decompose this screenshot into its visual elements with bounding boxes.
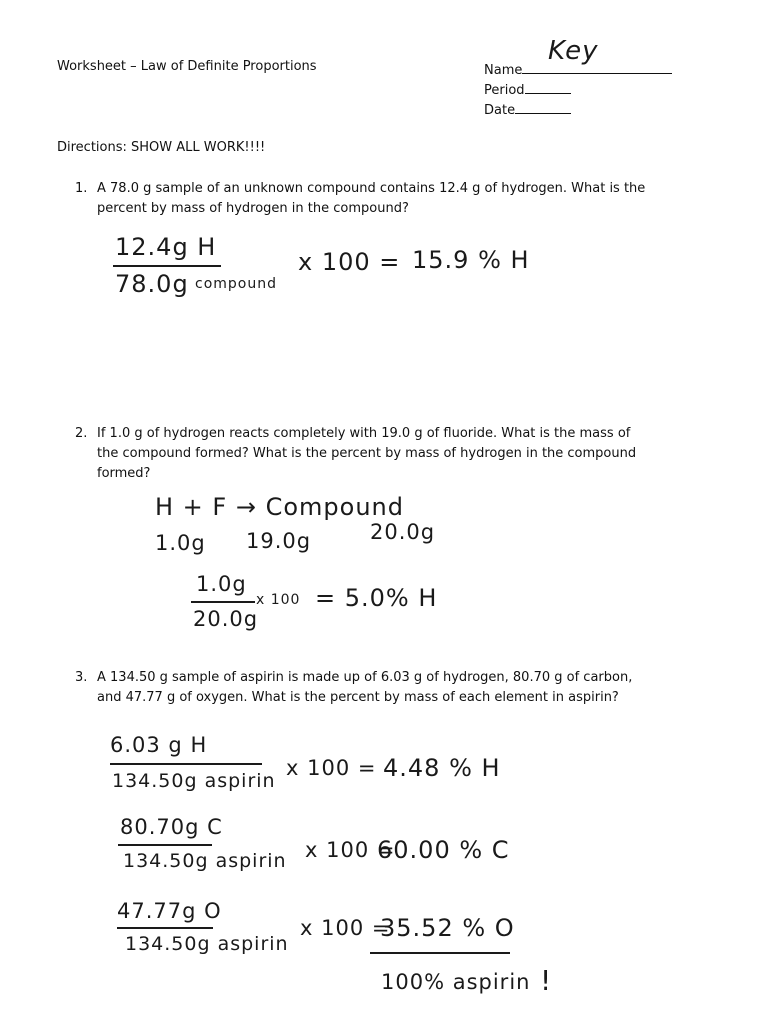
work-numerator: 6.03 g H [110,733,208,757]
question-line: A 78.0 g sample of an unknown compound contains 12.4 g of hydrogen. What is the [97,181,646,196]
mass-hydrogen: 1.0g [155,531,206,555]
work-multiplier: x 100 = [305,838,396,862]
question-number: 2. [75,426,88,441]
question-line: and 47.77 g of oxygen. What is the percent by mass of each element in aspirin? [97,690,619,705]
work-denominator: 20.0g [193,607,259,631]
worksheet-title: Worksheet – Law of Definite Proportions [57,59,317,74]
period-line [484,79,571,101]
work-numerator: 80.70g C [120,815,223,839]
question-2 [75,424,636,484]
question-line: A 134.50 g sample of aspirin is made up of 6.03 g of hydrogen, 80.70 g of carbon, [97,670,633,685]
work-denominator: 134.50g aspirin [112,770,276,792]
date-blank [515,99,571,114]
work-result: 35.52 % O [380,914,515,942]
work-result: 60.00 % C [377,836,510,864]
mass-fluoride: 19.0g [246,529,312,553]
work-numerator: 12.4g H [115,233,217,261]
work-multiplier: x 100 [256,592,301,608]
work-multiplier: x 100 = [298,248,401,276]
reaction-equation: H + F → Compound [155,493,404,521]
name-value: Key [548,36,599,66]
fraction-bar [110,763,262,765]
work-denominator: 78.0g [115,270,189,298]
work-result: 15.9 % H [412,246,530,274]
date-label: Date [484,103,516,118]
question-line: the compound formed? What is the percent by mass of hydrogen in the compound [97,446,637,461]
sum-line [370,952,510,954]
question-1 [75,179,645,219]
mass-compound: 20.0g [370,520,436,544]
question-3 [75,668,632,708]
work-denominator: 134.50g aspirin [123,850,287,872]
work-result: 4.48 % H [383,754,501,782]
work-multiplier: x 100 = [286,756,377,780]
question-number: 3. [75,670,88,685]
fraction-bar [113,265,221,267]
date-line [484,99,571,121]
question-line: formed? [97,466,151,481]
question-number: 1. [75,181,88,196]
fraction-bar [191,601,255,603]
total-exclamation: ! [540,964,553,997]
work-numerator: 1.0g [196,572,247,596]
period-blank [525,79,571,94]
question-line: percent by mass of hydrogen in the compound? [97,201,409,216]
fraction-bar [118,844,212,846]
question-line: If 1.0 g of hydrogen reacts completely with 19.0 g of fluoride. What is the mass of [97,426,631,441]
period-label: Period [484,83,525,98]
fraction-bar [117,927,213,929]
total-result: 100% aspirin [381,970,531,994]
work-result: = 5.0% H [315,584,438,612]
name-label: Name [484,63,523,78]
directions: Directions: SHOW ALL WORK!!!! [57,140,266,155]
work-multiplier: x 100 = [300,916,391,940]
work-denominator-unit: compound [195,276,277,292]
work-numerator: 47.77g O [117,899,222,923]
work-denominator: 134.50g aspirin [125,933,289,955]
